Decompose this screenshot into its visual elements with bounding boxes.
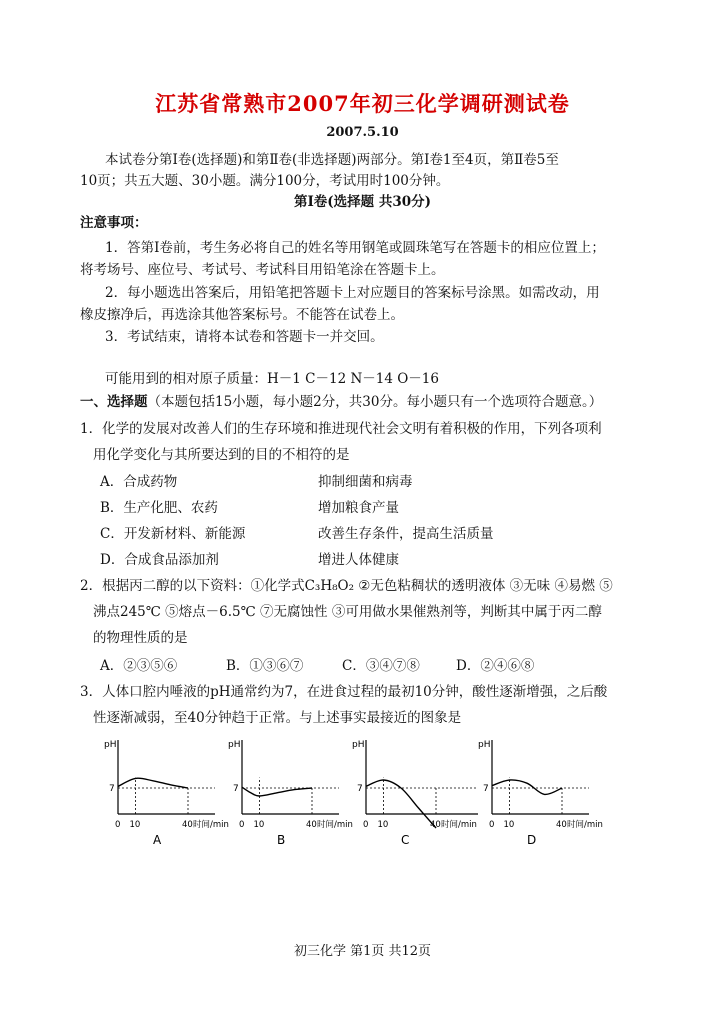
note-2-line-1: 2．每小题选出答案后，用铅笔把答题卡上对应题目的答案标号涂黑。如需改动，用 xyxy=(105,285,600,301)
cb-y-label: pH xyxy=(228,740,241,750)
q2-option-d: D．②④⑥⑧ xyxy=(456,658,535,674)
cc-y-label: pH xyxy=(352,740,365,750)
cb-ref-label: 7 xyxy=(233,784,239,794)
q1-option-c: C．开发新材料、新能源 xyxy=(100,526,246,542)
q2-stem-line-1: 2．根据丙二醇的以下资料：①化学式C₃H₈O₂ ②无色粘稠状的透明液体 ③无味 ④易燃 ⑤ xyxy=(80,578,613,594)
cb-tick-10: 10 xyxy=(253,820,265,830)
note-3: 3．考试结束，请将本试卷和答题卡一并交回。 xyxy=(105,329,384,345)
cb-curve xyxy=(242,787,312,796)
cc-tick-40: 40 xyxy=(430,820,441,830)
note-1-line-2: 将考场号、座位号、考试号、考试科目用铅笔涂在答题卡上。 xyxy=(80,262,445,278)
q2-option-b: B．①③⑥⑦ xyxy=(226,658,304,674)
ca-ref-label: 7 xyxy=(109,784,115,794)
chart-d xyxy=(472,734,603,849)
ca-curve xyxy=(118,778,188,788)
ca-tick-10: 10 xyxy=(129,820,141,830)
q1-option-a-purpose: 抑制细菌和病毒 xyxy=(318,474,413,490)
section-1-title: 第Ⅰ卷(选择题 共30分) xyxy=(293,194,432,210)
cd-x-label: 时间/min xyxy=(567,820,603,830)
q2-stem-line-2: 沸点245℃ ⑤熔点－6.5℃ ⑦无腐蚀性 ③可用做水果催熟剂等，判断其中属于丙二醇 xyxy=(93,604,602,620)
chart-b xyxy=(222,734,353,849)
intro-line-1: 本试卷分第Ⅰ卷(选择题)和第Ⅱ卷(非选择题)两部分。第Ⅰ卷1至4页，第Ⅱ卷5至 xyxy=(105,152,559,168)
cd-curve xyxy=(492,780,562,795)
intro-line-2: 10页；共五大题、30小题。满分100分，考试用时100分钟。 xyxy=(80,173,450,189)
cc-x-label: 时间/min xyxy=(441,820,477,830)
q1-option-a: A．合成药物 xyxy=(100,474,178,490)
cd-y-label: pH xyxy=(478,740,491,750)
q3-stem-line-2: 性逐渐减弱，至40分钟趋于正常。与上述事实最接近的图象是 xyxy=(93,710,462,726)
cb-tick-40: 40 xyxy=(306,820,317,830)
q2-option-c: C．③④⑦⑧ xyxy=(342,658,420,674)
cc-curve xyxy=(366,780,436,828)
cd-tick-40: 40 xyxy=(556,820,567,830)
q1-option-c-purpose: 改善生存条件，提高生活质量 xyxy=(318,526,494,542)
exam-date: 2007.5.10 xyxy=(326,125,399,140)
ca-tick-0: 0 xyxy=(115,820,121,830)
q1-option-d-purpose: 增进人体健康 xyxy=(318,552,399,568)
cb-tick-0: 0 xyxy=(239,820,245,830)
ca-caption: A xyxy=(153,833,162,847)
ca-x-label: 时间/min xyxy=(193,820,229,830)
ca-y-label: pH xyxy=(104,740,117,750)
cd-tick-10: 10 xyxy=(503,820,515,830)
part-1-desc: （本题包括15小题，每小题2分，共30分。每小题只有一个选项符合题意。） xyxy=(147,394,603,410)
ca-tick-40: 40 xyxy=(182,820,193,830)
cc-tick-10: 10 xyxy=(377,820,389,830)
notes-heading: 注意事项： xyxy=(80,215,148,231)
cc-caption: C xyxy=(401,833,410,847)
part-1-heading-line xyxy=(80,390,602,410)
q1-option-b: B．生产化肥、农药 xyxy=(100,500,218,516)
part-1-heading: 一、选择题 xyxy=(80,394,148,410)
q2-option-a: A．②③⑤⑥ xyxy=(100,658,178,674)
q2-stem-line-3: 的物理性质的是 xyxy=(93,630,188,646)
note-2-line-2: 橡皮擦净后，再选涂其他答案标号。不能答在试卷上。 xyxy=(80,307,404,323)
q1-stem-line-2: 用化学变化与其所要达到的目的不相符的是 xyxy=(93,447,350,463)
q3-stem-line-1: 3．人体口腔内唾液的pH通常约为7，在进食过程的最初10分钟，酸性逐渐增强，之后酸 xyxy=(80,684,608,700)
cc-ref-label: 7 xyxy=(357,784,363,794)
cc-tick-0: 0 xyxy=(363,820,369,830)
cb-caption: B xyxy=(277,833,286,847)
cd-ref-label: 7 xyxy=(483,784,489,794)
q1-stem-line-1: 1．化学的发展对改善人们的生存环境和推进现代社会文明有着积极的作用，下列各项利 xyxy=(80,421,602,437)
page-footer: 初三化学 第1页 共12页 xyxy=(293,944,432,959)
cd-caption: D xyxy=(527,833,537,847)
chart-a xyxy=(98,734,229,849)
cb-x-label: 时间/min xyxy=(317,820,353,830)
chart-c xyxy=(346,734,486,849)
q1-option-d: D．合成食品添加剂 xyxy=(100,552,219,568)
page-title: 江苏省常熟市2007年初三化学调研测试卷 xyxy=(155,91,570,116)
note-1-line-1: 1．答第Ⅰ卷前，考生务必将自己的姓名等用钢笔或圆珠笔写在答题卡的相应位置上； xyxy=(105,240,605,256)
q1-option-b-purpose: 增加粮食产量 xyxy=(318,500,399,516)
atomic-masses: 可能用到的相对原子质量：H－1 C－12 N－14 O－16 xyxy=(105,371,439,387)
cd-tick-0: 0 xyxy=(489,820,495,830)
